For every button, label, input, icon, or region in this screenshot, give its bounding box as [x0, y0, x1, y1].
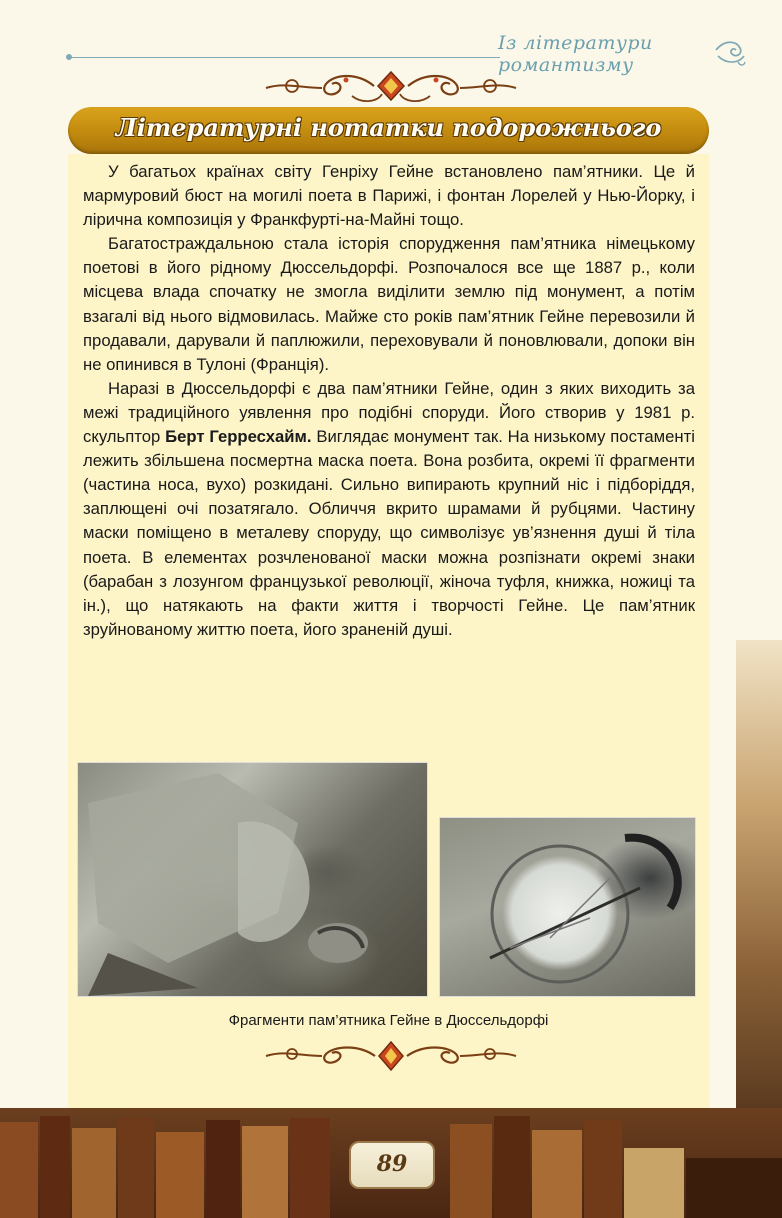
bottom-ornament [262, 1040, 520, 1072]
banner-title: Літературні нотатки подорожнього [115, 113, 662, 142]
page-number-badge [349, 1141, 435, 1189]
book-spine [290, 1118, 330, 1218]
book-spine [532, 1130, 582, 1218]
article-text [83, 160, 695, 642]
page-number: 89 [376, 1151, 408, 1177]
book-spine [686, 1158, 782, 1218]
monument-photo-cage [440, 818, 695, 996]
header-rule [68, 57, 500, 58]
paragraph-3-text-start: Наразі в Дюссельдорфі є два пам’ятники Гейне, один з яких виходить за межі традиційного уявлення про подібні споруди. Його створив у 1981 р. скульптор [83, 378, 695, 447]
monument-photo-mask [78, 763, 427, 996]
paragraph-1: У багатьох країнах світу Генріху Гейне встановлено пам’ятники. Це й мармуровий бюст на могилі поета в Парижі, і фонтан Лорелей у Нью-Йорку, і лірична композиція у Франкфурті-на-Майні тощо. [83, 162, 695, 230]
paragraph-3 [83, 377, 695, 642]
mask-fragment-illustration [78, 763, 427, 996]
book-spine [156, 1132, 204, 1218]
cage-fragment-illustration [440, 818, 695, 996]
book-spine [242, 1126, 288, 1218]
sculptor-name: Берт Герресхайм. [165, 427, 312, 447]
decorative-background [736, 640, 782, 1110]
figure-caption: Фрагменти пам’ятника Гейне в Дюссельдорфі [228, 1012, 549, 1029]
book-spine [118, 1118, 154, 1218]
flourish-icon [714, 36, 748, 68]
book-spine [494, 1116, 530, 1218]
section-title: Із літератури романтизму [498, 32, 653, 76]
top-ornament [262, 70, 520, 106]
book-spine [206, 1120, 240, 1218]
book-spine [40, 1116, 70, 1218]
book-spine [0, 1122, 38, 1218]
book-spine [72, 1128, 116, 1218]
book-spine [584, 1120, 622, 1218]
book-spine [624, 1148, 684, 1218]
section-banner [68, 107, 709, 154]
book-spine [450, 1124, 492, 1218]
paragraph-2: Багатостраждальною стала історія спорудження пам’ятника німецькому поетові в його рідному Дюссельдорфі. Розпочалося все ще 1887 р., коли місцева влада спочатку не змогла виділити землю під монумент, а потім взагалі від нього відмовилась. Майже сто років пам’ятник Гейне перевозили й продавали, дарували й паплюжили, переховували й поновлювали, допоки він не опинився в Тулоні (Франція). [83, 234, 695, 374]
paragraph-3-text-end: Виглядає монумент так. На низькому постаменті лежить збільшена посмертна маска поета. Вона розбита, окремі її фрагменти (частина носа, вухо) розкидані. Сильно випирають крупний ніс і підборіддя, заплющені очі позатягало. Обличчя вкрито шрамами й рубцями. Частину маски поміщено в металеву споруду, що символізує ув’язнення душі й тіла поета. В елементах розчленованої маски можна розпізнати окремі знаки (барабан з лозунгом французької революції, жіноча туфля, книжка, ножиці та ін.), що натякають на факти життя і творчості Гейне. Це пам’ятник зруйнованому життю поета, його зраненій душі. [83, 427, 695, 639]
